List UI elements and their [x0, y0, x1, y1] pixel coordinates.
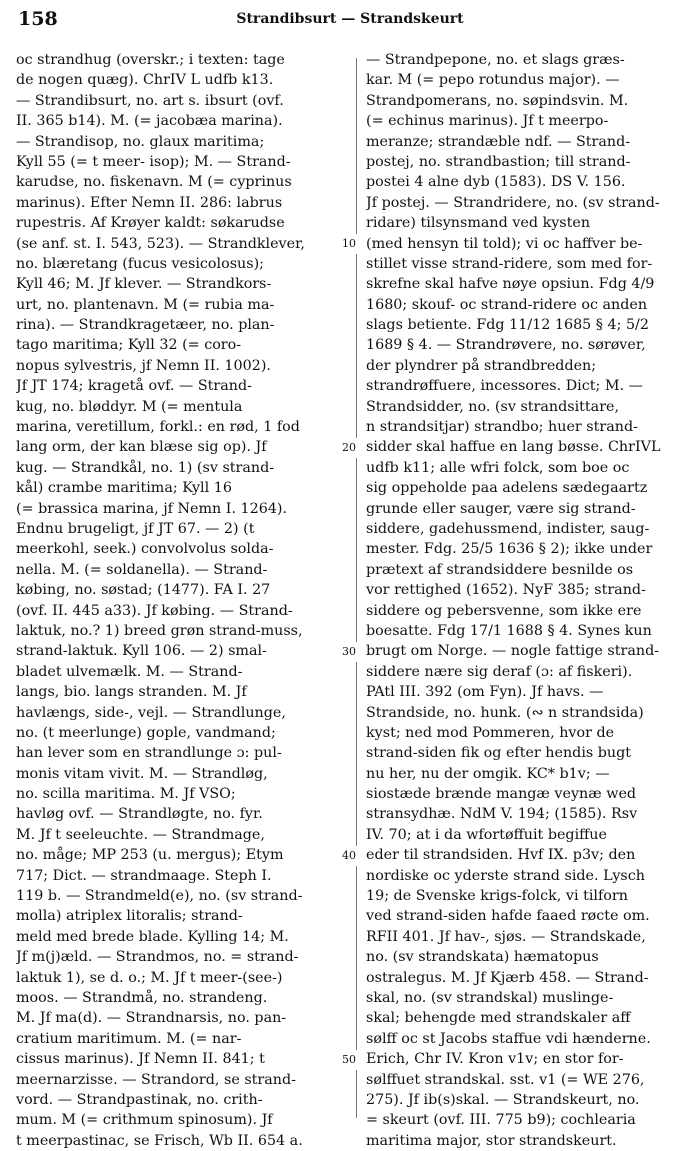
text-line: rupestris. Af Krøyer kaldt: søkarudse	[16, 215, 285, 232]
text-line: 119 b. — Strandmeld(e), no. (sv strand-	[16, 888, 303, 905]
text-line: M. Jf t seeleuchte. — Strandmage,	[16, 826, 265, 843]
text-line: sig oppeholde paa adelens sædegaartz	[366, 480, 648, 497]
text-line: Jf JT 174; kragetå ovf. — Strand-	[16, 378, 252, 395]
text-line: (se anf. st. I. 543, 523). — Strandklever,	[16, 235, 305, 252]
text-line: karudse, no. fiskenavn. M (= cyprinus	[16, 174, 292, 191]
text-line: skal; behengde med strandskaler aff	[366, 1010, 631, 1027]
text-line: II. 365 b14). M. (= jacobæa marina).	[16, 113, 283, 130]
margin-line-number: 10	[340, 234, 358, 254]
text-line: M. Jf ma(d). — Strandnarsis, no. pan-	[16, 1010, 287, 1027]
text-line: urt, no. plantenavn. M (= rubia ma-	[16, 296, 275, 313]
text-line: siddere nære sig deraf (ɔ: af fiskeri).	[366, 663, 633, 680]
text-line: — Strandisop, no. glaux maritima;	[16, 133, 265, 150]
text-line: kug. — Strandkål, no. 1) (sv strand-	[16, 459, 275, 476]
text-line: sølffuet strandskal. sst. v1 (= WE 276,	[366, 1071, 645, 1088]
text-line: mester. Fdg. 25/5 1636 § 2); ikke under	[366, 541, 653, 558]
text-line: mum. M (= crithmum spinosum). Jf	[16, 1112, 273, 1129]
text-line: han lever som en strandlunge ɔ: pul-	[16, 745, 282, 762]
text-line: marinus). Efter Nemn II. 286: labrus	[16, 194, 283, 211]
text-line: 19; de Svenske krigs-folck, vi tilforn	[366, 888, 628, 905]
text-line: — Strandibsurt, no. art s. ibsurt (ovf.	[16, 92, 284, 109]
text-line: PAtl III. 392 (om Fyn). Jf havs. —	[366, 684, 604, 701]
text-line: meranze; strandæble ndf. — Strand-	[366, 133, 631, 150]
text-line: siddere, gadehussmend, indister, saug-	[366, 520, 650, 537]
text-line: lang orm, der kan blæse sig op). Jf	[16, 439, 267, 456]
text-line: meerkohl, seek.) convolvolus solda-	[16, 541, 274, 558]
text-line: cratium maritimum. M. (= nar-	[16, 1030, 242, 1047]
text-line: RFII 401. Jf hav-, sjøs. — Strandskade,	[366, 928, 646, 945]
text-line: de nogen quæg). ChrIV L udfb k13.	[16, 72, 274, 89]
text-line: Strandside, no. hunk. (∾ n strandsida)	[366, 704, 644, 721]
text-line: Kyll 46; M. Jf klever. — Strandkors-	[16, 276, 272, 293]
text-line: eder til strandsiden. Hvf IX. p3v; den	[366, 847, 636, 864]
text-line: skrefne skal hafve nøye opsiun. Fdg 4/9	[366, 276, 655, 293]
text-line: vord. — Strandpastinak, no. crith-	[16, 1091, 263, 1108]
text-line: kyst; ned mod Pommeren, hvor de	[366, 724, 615, 741]
text-line: skal, no. (sv strandskal) muslinge-	[366, 989, 614, 1006]
text-line: strand-siden fik og efter hendis bugt	[366, 745, 632, 762]
text-line: ridare) tilsynsmand ved kysten	[366, 215, 591, 232]
text-line: nella. M. (= soldanella). — Strand-	[16, 561, 268, 578]
text-line: Erich, Chr IV. Kron v1v; en stor for-	[366, 1051, 624, 1068]
text-line: no. (t meerlunge) gople, vandmand;	[16, 724, 276, 741]
text-line: oc strandhug (overskr.; i texten: tage	[16, 52, 285, 68]
text-line: molla) atriplex litoralis; strand-	[16, 908, 243, 925]
text-line: kar. M (= pepo rotundus major). —	[366, 72, 620, 89]
text-line: ostralegus. M. Jf Kjærb 458. — Strand-	[366, 969, 649, 986]
text-line: langs, bio. langs stranden. M. Jf	[16, 684, 247, 701]
text-line: postej, no. strandbastion; till strand-	[366, 153, 631, 170]
text-line: slags betiente. Fdg 11/12 1685 § 4; 5/2	[366, 317, 649, 334]
text-line: = skeurt (ovf. III. 775 b9); cochlearia	[366, 1112, 636, 1129]
text-line: stillet visse strand-ridere, som med for-	[366, 255, 653, 272]
text-line: havlængs, side-, vejl. — Strandlunge,	[16, 704, 286, 721]
text-line: stransydhæ. NdM V. 194; (1585). Rsv	[366, 806, 638, 823]
text-line: no. scilla maritima. M. Jf VSO;	[16, 786, 236, 803]
text-line: sølff oc st Jacobs staffue vdi hænderne.	[366, 1030, 651, 1047]
text-line: rina). — Strandkragetæer, no. plan-	[16, 317, 275, 334]
text-line: udfb k11; alle wfri folck, som boe oc	[366, 459, 630, 476]
text-line: Kyll 55 (= t meer- isop); M. — Strand-	[16, 153, 291, 170]
text-line: vor rettighed (1652). NyF 385; strand-	[366, 582, 646, 599]
page-number: 158	[18, 8, 58, 30]
text-line: postei 4 alne dyb (1583). DS V. 156.	[366, 174, 626, 191]
text-line: der plyndrer på strandbredden;	[366, 357, 597, 374]
margin-line-number: 40	[340, 846, 358, 866]
text-line: købing, no. søstad; (1477). FA I. 27	[16, 582, 271, 599]
text-line: IV. 70; at i da wfortøffuit begiffue	[366, 826, 607, 843]
text-line: Endnu brugeligt, jf JT 67. — 2) (t	[16, 520, 255, 537]
text-line: bladet ulvemælk. M. — Strand-	[16, 663, 243, 680]
text-line: — Strandpepone, no. et slags græs-	[366, 52, 625, 68]
margin-line-number: 20	[340, 438, 358, 458]
running-head: Strandibsurt — Strandskeurt	[236, 11, 464, 27]
text-line: no. blæretang (fucus vesicolosus);	[16, 255, 264, 272]
text-line: (= echinus marinus). Jf t meerpo-	[366, 113, 609, 130]
text-line: nordiske oc yderste strand side. Lysch	[366, 867, 645, 884]
right-column	[366, 50, 688, 1151]
text-line: sidder skal haffue en lang bøsse. ChrIVL	[366, 439, 661, 456]
text-line: Strandpomerans, no. søpindsvin. M.	[366, 92, 629, 109]
text-line: havløg ovf. — Strandløgte, no. fyr.	[16, 806, 263, 823]
text-line: laktuk, no.? 1) breed grøn strand-muss,	[16, 622, 303, 639]
text-line: Strandsidder, no. (sv strandsittare,	[366, 398, 620, 415]
text-line: nopus sylvestris, jf Nemn II. 1002).	[16, 357, 271, 374]
text-line: 717; Dict. — strandmaage. Steph I.	[16, 867, 272, 884]
left-column	[16, 50, 338, 1151]
margin-line-numbers	[340, 50, 360, 1130]
text-line: meld med brede blade. Kylling 14; M.	[16, 928, 289, 945]
margin-line-number: 30	[340, 642, 358, 662]
text-line: t meerpastinac, se Frisch, Wb II. 654 a.	[16, 1132, 303, 1149]
text-line: n strandsitjar) strandbo; huer strand-	[366, 419, 638, 436]
text-line: 1680; skouf- oc strand-ridere oc anden	[366, 296, 648, 313]
text-line: kug, no. bløddyr. M (= mentula	[16, 398, 243, 415]
text-line: no. måge; MP 253 (u. mergus); Etym	[16, 847, 284, 864]
text-line: kål) crambe maritima; Kyll 16	[16, 480, 232, 497]
text-line: (med hensyn til told); vi oc haffver be-	[366, 235, 643, 252]
text-line: strandrøffuere, incessores. Dict; M. —	[366, 378, 643, 395]
page-header	[18, 8, 682, 34]
text-line: no. (sv strandskata) hæmatopus	[366, 949, 599, 966]
text-line: prætext af strandsiddere besnilde os	[366, 561, 634, 578]
text-line: brugt om Norge. — nogle fattige strand-	[366, 643, 660, 660]
text-line: (= brassica marina, jf Nemn I. 1264).	[16, 500, 288, 517]
text-line: tago maritima; Kyll 32 (= coro-	[16, 337, 242, 354]
text-line: cissus marinus). Jf Nemn II. 841; t	[16, 1051, 265, 1068]
text-line: 275). Jf ib(s)skal. — Strandskeurt, no.	[366, 1091, 640, 1108]
text-line: meernarzisse. — Strandord, se strand-	[16, 1071, 296, 1088]
text-line: Jf postej. — Strandridere, no. (sv strand-	[366, 194, 660, 211]
margin-line-number: 50	[340, 1050, 358, 1070]
text-line: laktuk 1), se d. o.; M. Jf t meer-(see-)	[16, 969, 283, 986]
text-line: grunde eller sauger, være sig strand-	[366, 500, 636, 517]
text-line: nu her, nu der omgik. KC* b1v; —	[366, 765, 610, 782]
text-line: monis vitam vivit. M. — Strandløg,	[16, 765, 268, 782]
text-line: marina, veretillum, forkl.: en rød, 1 fod	[16, 419, 300, 436]
text-line: boesatte. Fdg 17/1 1688 § 4. Synes kun	[366, 622, 652, 639]
text-line: Jf m(j)æld. — Strandmos, no. = strand-	[16, 949, 299, 966]
text-line: strand-laktuk. Kyll 106. — 2) smal-	[16, 643, 267, 660]
text-line: 1689 § 4. — Strandrøvere, no. sørøver,	[366, 337, 646, 354]
text-line: siostæde brænde mangæ veynæ wed	[366, 786, 637, 803]
text-line: moos. — Strandmå, no. strandeng.	[16, 989, 268, 1006]
text-line: (ovf. II. 445 a33). Jf købing. — Strand-	[16, 602, 293, 619]
text-line: ved strand-siden hafde faaed røcte om.	[366, 908, 650, 925]
text-line: maritima major, stor strandskeurt.	[366, 1132, 617, 1149]
text-line: siddere og pebersvenne, som ikke ere	[366, 602, 642, 619]
